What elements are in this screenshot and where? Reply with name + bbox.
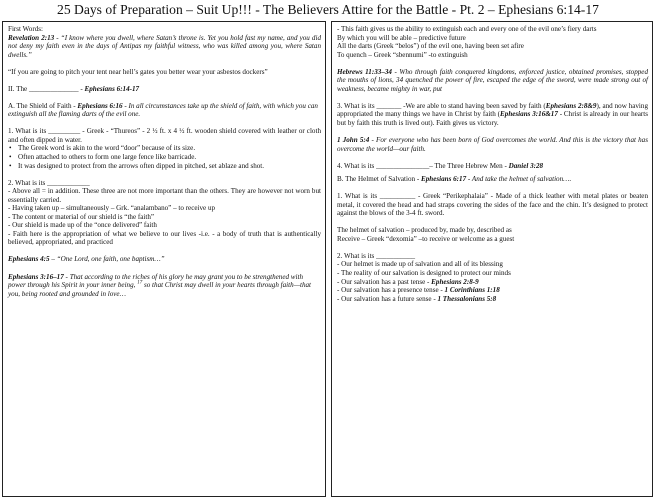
right-column <box>331 21 653 497</box>
helmet-heading-prefix: B. The Helmet of Salvation - <box>337 175 421 184</box>
section-two-prefix: II. The ______________ - <box>8 84 85 93</box>
question-3-text-a: 3. What is its _______ -We are able to stand having been saved by faith ( <box>337 101 546 110</box>
shield-heading-ref: Ephesians 6:16 <box>77 101 123 110</box>
shield-of-faith-heading <box>8 102 321 119</box>
question-4-ref: Daniel 3:28 <box>508 161 544 170</box>
tense-future-ref: 1 Thessalonians 5:8 <box>437 294 497 303</box>
question-3-ref-1: Ephesians 2:8&9 <box>545 101 597 110</box>
shield-question-2: 2. What is its ____________ <box>8 178 90 187</box>
faith-question-4 <box>337 162 648 171</box>
tense-present-line <box>337 286 648 295</box>
hebrews-quote <box>337 68 648 94</box>
revelation-ref: Revelation 2:13 <box>8 33 55 42</box>
page-title: 25 Days of Preparation – Suit Up!!! - The Believers Attire for the Battle - Pt. 2 – Ephesians 6:14-17 <box>57 2 599 17</box>
faith-question-3 <box>337 102 648 128</box>
hebrews-text: - Who through faith conquered kingdoms, enforced justice, obtained promises, stopped the mouths of lions, 34 quenched the power of fire, escaped the edge of the sword, were made strong out of weakness, became mighty in war, put <box>337 67 649 93</box>
list-item: - Our shield is made up of the “once delivered” faith <box>8 221 157 230</box>
john-ref: 1 John 5:4 <box>337 135 370 144</box>
helmet-produced-line: The helmet of salvation – produced by, made by, described as <box>337 226 512 235</box>
shield-heading-prefix: A. The Shield of Faith - <box>8 101 78 110</box>
list-item: - The content or material of our shield is “the faith” <box>8 212 155 221</box>
list-item: • It was designed to protect from the arrows often dipped in pitched, set ablaze and shot. <box>8 162 321 171</box>
question-3-text-b: ), and now having appropriated the many things we have in Christ by faith ( <box>337 101 648 119</box>
list-item: - The reality of our salvation is designed to protect our minds <box>337 268 511 277</box>
list-item: - Our helmet is made up of salvation and all of its blessing <box>337 260 503 269</box>
left-column <box>2 21 326 497</box>
list-item: To quench – Greek “sbennumi” -to extinguish <box>337 50 468 59</box>
list-item: • The Greek word is akin to the word “door” because of its size. <box>8 144 321 153</box>
ephesians-3-16-text-a: - That according to the riches of his glory he may grant you to be strengthened with power through his Spirit in your inner being, <box>8 272 304 290</box>
question-3-text-c: - Christ is already in our hearts but by faith this truth is lived out). Faith gives us victory. <box>337 110 649 127</box>
tense-present-ref: 1 Corinthians 1:18 <box>444 286 500 295</box>
hebrews-ref: Hebrews 11:33–34 <box>337 67 392 76</box>
helmet-heading-text: - And take the helmet of salvation…. <box>466 175 572 184</box>
question-3-ref-2: Ephesians 3:16&17 <box>500 110 558 119</box>
verse-number: 17 <box>137 280 143 286</box>
revelation-text: - “I know where you dwell, where Satan’s throne is. Yet you hold fast my name, and you did not deny my faith even in the days of Antipas my faithful witness, who was killed among you, where Satan dwells.” <box>8 33 321 59</box>
helmet-question-1: 1. What is its __________ - Greek “Perikephalaia” - Made of a thick leather with metal plates or beaten metal, it covered the head and had straps covering the sides of the face and the chin. It’s designed to protect against the blows of the 3-4 ft. sword. <box>337 192 648 218</box>
ephesians-3-16-ref: Ephesians 3:16–17 <box>8 272 64 281</box>
tense-present-text: - Our salvation has a presence tense - <box>337 286 445 295</box>
john-text: - For everyone who has been born of God overcomes the world. And this is the victory that has overcome the world—our faith. <box>337 135 648 153</box>
tense-past-line <box>337 278 648 287</box>
first-words-heading: First Words: <box>8 25 43 33</box>
list-item: - This faith gives us the ability to extinguish each and every one of the evil one’s fiery darts <box>337 25 597 33</box>
list-item: All the darts (Greek “belos”) of the evil one, having been set afire <box>337 42 524 51</box>
ephesians-3-16-text-b: so that Christ may dwell in your hearts through faith—that you, being rooted and grounded in love… <box>8 281 312 298</box>
ephesians-4-5-ref: Ephesians 4:5 <box>8 255 50 264</box>
helmet-receive-line: Receive – Greek “dexomia” –to receive or welcome as a guest <box>337 234 515 243</box>
ephesians-4-5-text: – “One Lord, one faith, one baptism…” <box>49 255 165 264</box>
helmet-heading-ref: Ephesians 6:17 <box>421 175 467 184</box>
revelation-quote <box>8 34 321 60</box>
helmet-of-salvation-heading <box>337 175 648 184</box>
john-quote <box>337 136 648 153</box>
list-item: By which you will be able – predictive future <box>337 33 466 42</box>
shield-question-1: 1. What is its _________ - Greek - “Thureos” - 2 ½ ft. x 4 ½ ft. wooden shield covered with leather or cloth and often dipped in water. <box>8 127 321 144</box>
question-4-prefix: 4. What is its _______________– The Three Hebrew Men - <box>337 161 509 170</box>
tense-future-line <box>337 295 648 304</box>
shield-heading-text: - In all circumstances take up the shield of faith, with which you can extinguish all the flaming darts of the evil one. <box>8 101 318 119</box>
tense-past-text: - Our salvation has a past tense - <box>337 277 432 286</box>
tense-past-ref: Ephesians 2:8-9 <box>431 277 479 286</box>
section-two-ref: Ephesians 6:14-17 <box>84 84 140 93</box>
list-item: • Often attached to others to form one large fence like barricade. <box>8 153 321 162</box>
hell-gates-quote: “If you are going to pitch your tent near hell’s gates you better wear your asbestos dockers” <box>8 67 268 76</box>
list-item: - Having taken up – simultaneously – Grk. “analambano” – to receive up <box>8 204 216 213</box>
section-two-heading <box>8 85 321 94</box>
tense-future-text: - Our salvation has a future sense - <box>337 294 438 303</box>
shield-bullet-list <box>8 144 321 170</box>
ephesians-3-16-quote <box>8 273 321 299</box>
list-item: - Faith here is the appropriation of what we believe to our lives -i.e. - a body of truth that is authentically believed, appropriated, and practiced <box>8 229 321 247</box>
helmet-question-2: 2. What is its ___________ <box>337 251 416 260</box>
ephesians-4-5-quote <box>8 255 321 264</box>
list-item: - Above all = in addition. These three are not more important than the others. They are however not worn but essentially carried. <box>8 187 321 204</box>
